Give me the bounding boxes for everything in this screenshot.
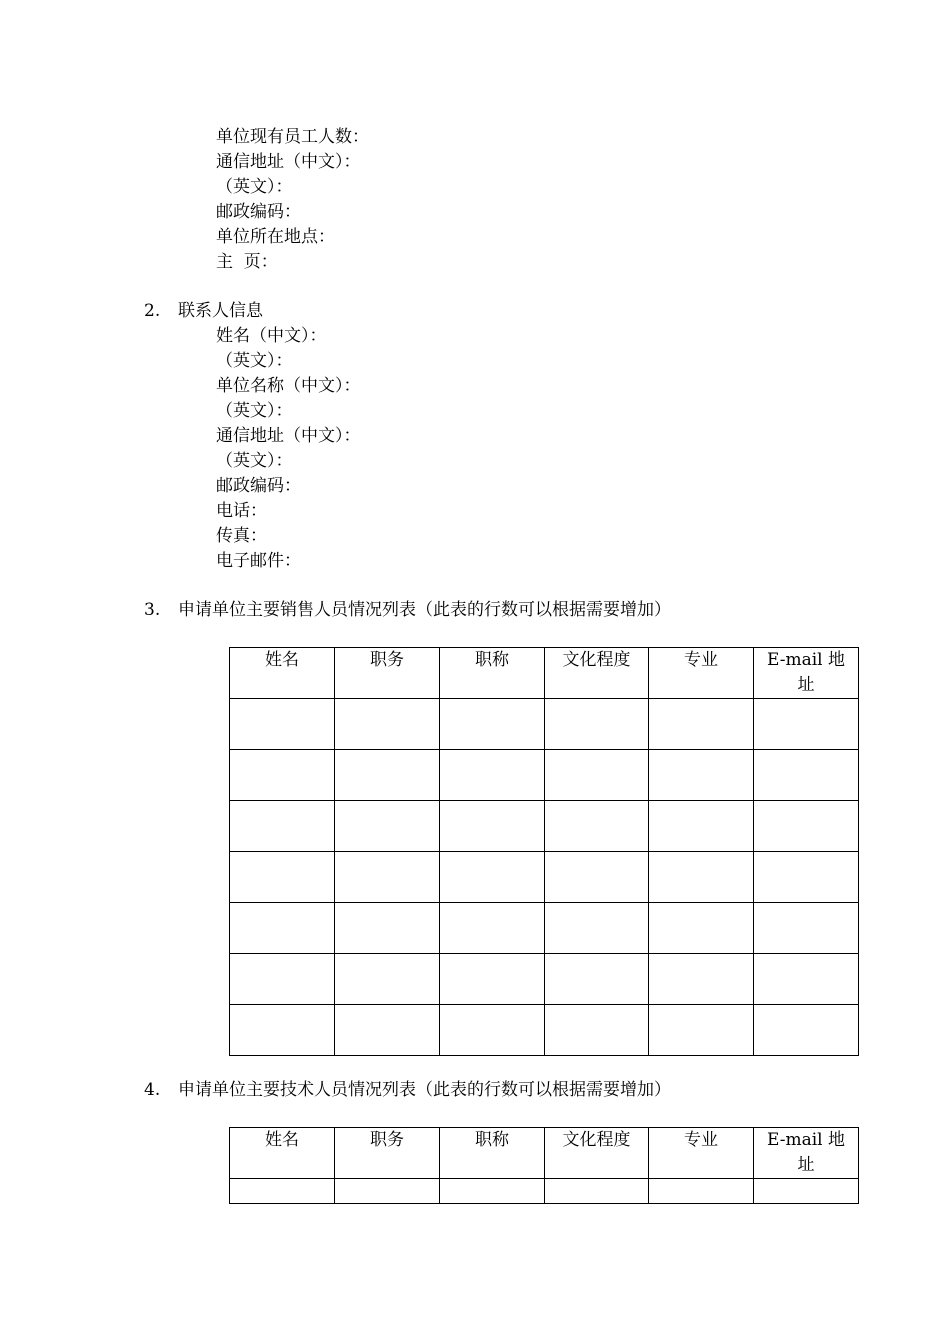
section-number-3: 3.	[144, 600, 161, 620]
header-title: 职称	[440, 1128, 545, 1179]
header-email: E-mail 地址	[754, 1128, 859, 1179]
table-cell[interactable]	[335, 699, 440, 750]
table-cell[interactable]	[335, 852, 440, 903]
field-label-employee-count: 单位现有员工人数：	[216, 127, 369, 147]
header-position: 职务	[335, 648, 440, 699]
table-row	[230, 1005, 859, 1056]
table-row	[230, 699, 859, 750]
table-cell[interactable]	[754, 1005, 859, 1056]
header-name: 姓名	[230, 1128, 335, 1179]
table-header-row	[230, 1128, 859, 1179]
header-name: 姓名	[230, 648, 335, 699]
table-cell[interactable]	[440, 954, 545, 1005]
table-cell[interactable]	[335, 954, 440, 1005]
table-cell[interactable]	[545, 954, 649, 1005]
header-title: 职称	[440, 648, 545, 699]
table-cell[interactable]	[230, 750, 335, 801]
table-cell[interactable]	[335, 750, 440, 801]
table-cell[interactable]	[440, 852, 545, 903]
header-major: 专业	[649, 1128, 754, 1179]
table-cell[interactable]	[230, 954, 335, 1005]
field-label-address-en: （英文）：	[216, 177, 293, 197]
table-cell[interactable]	[230, 801, 335, 852]
table-cell[interactable]	[230, 903, 335, 954]
header-major: 专业	[649, 648, 754, 699]
field-label-org-cn: 单位名称（中文）：	[216, 376, 361, 396]
table-cell[interactable]	[649, 1005, 754, 1056]
field-label-name-cn: 姓名（中文）：	[216, 326, 327, 346]
table-header-row	[230, 648, 859, 699]
header-position: 职务	[335, 1128, 440, 1179]
table-cell[interactable]	[649, 699, 754, 750]
table-cell[interactable]	[545, 903, 649, 954]
field-label-location: 单位所在地点：	[216, 227, 335, 247]
table-cell[interactable]	[440, 699, 545, 750]
field-label-org-en: （英文）：	[216, 401, 293, 421]
table-cell[interactable]	[649, 852, 754, 903]
field-label-postal-code: 邮政编码：	[216, 202, 301, 222]
section-title-tech-staff: 申请单位主要技术人员情况列表（此表的行数可以根据需要增加）	[178, 1080, 671, 1100]
table-cell[interactable]	[440, 801, 545, 852]
table-cell[interactable]	[754, 750, 859, 801]
table-row	[230, 954, 859, 1005]
field-label-homepage: 主 页：	[216, 252, 278, 272]
table-cell[interactable]	[754, 954, 859, 1005]
table-cell[interactable]	[440, 1005, 545, 1056]
table-cell[interactable]	[754, 801, 859, 852]
table-cell[interactable]	[754, 1179, 859, 1204]
table-cell[interactable]	[649, 954, 754, 1005]
table-cell[interactable]	[545, 750, 649, 801]
field-label-name-en: （英文）：	[216, 351, 293, 371]
header-email: E-mail 地址	[754, 648, 859, 699]
table-cell[interactable]	[335, 903, 440, 954]
field-label-contact-address-cn: 通信地址（中文）：	[216, 426, 361, 446]
field-label-contact-postal-code: 邮政编码：	[216, 476, 301, 496]
section-number-4: 4.	[144, 1080, 161, 1100]
field-label-contact-address-en: （英文）：	[216, 451, 293, 471]
table-cell[interactable]	[754, 903, 859, 954]
table-cell[interactable]	[335, 1005, 440, 1056]
table-cell[interactable]	[440, 903, 545, 954]
header-education: 文化程度	[545, 1128, 649, 1179]
table-cell[interactable]	[649, 1179, 754, 1204]
header-education: 文化程度	[545, 648, 649, 699]
field-label-email: 电子邮件：	[216, 551, 301, 571]
field-label-address-cn: 通信地址（中文）：	[216, 152, 361, 172]
table-cell[interactable]	[230, 1005, 335, 1056]
field-label-fax: 传真：	[216, 526, 267, 546]
table-cell[interactable]	[649, 750, 754, 801]
section-title-sales-staff: 申请单位主要销售人员情况列表（此表的行数可以根据需要增加）	[178, 600, 671, 620]
table-cell[interactable]	[754, 699, 859, 750]
table-cell[interactable]	[545, 1005, 649, 1056]
table-cell[interactable]	[545, 1179, 649, 1204]
table-cell[interactable]	[440, 750, 545, 801]
table-row	[230, 852, 859, 903]
table-cell[interactable]	[335, 801, 440, 852]
table-cell[interactable]	[649, 903, 754, 954]
table-row	[230, 750, 859, 801]
table-row	[230, 1179, 859, 1204]
table-cell[interactable]	[230, 699, 335, 750]
tech-staff-table	[229, 1127, 859, 1204]
table-cell[interactable]	[545, 801, 649, 852]
table-cell[interactable]	[335, 1179, 440, 1204]
table-cell[interactable]	[649, 801, 754, 852]
table-cell[interactable]	[545, 852, 649, 903]
table-cell[interactable]	[230, 1179, 335, 1204]
field-label-phone: 电话：	[216, 501, 267, 521]
table-cell[interactable]	[754, 852, 859, 903]
table-cell[interactable]	[230, 852, 335, 903]
table-row	[230, 903, 859, 954]
table-cell[interactable]	[440, 1179, 545, 1204]
table-row	[230, 801, 859, 852]
sales-staff-table	[229, 647, 859, 1056]
section-title-contact-info: 联系人信息	[178, 301, 263, 321]
section-number-2: 2.	[144, 301, 161, 321]
table-cell[interactable]	[545, 699, 649, 750]
